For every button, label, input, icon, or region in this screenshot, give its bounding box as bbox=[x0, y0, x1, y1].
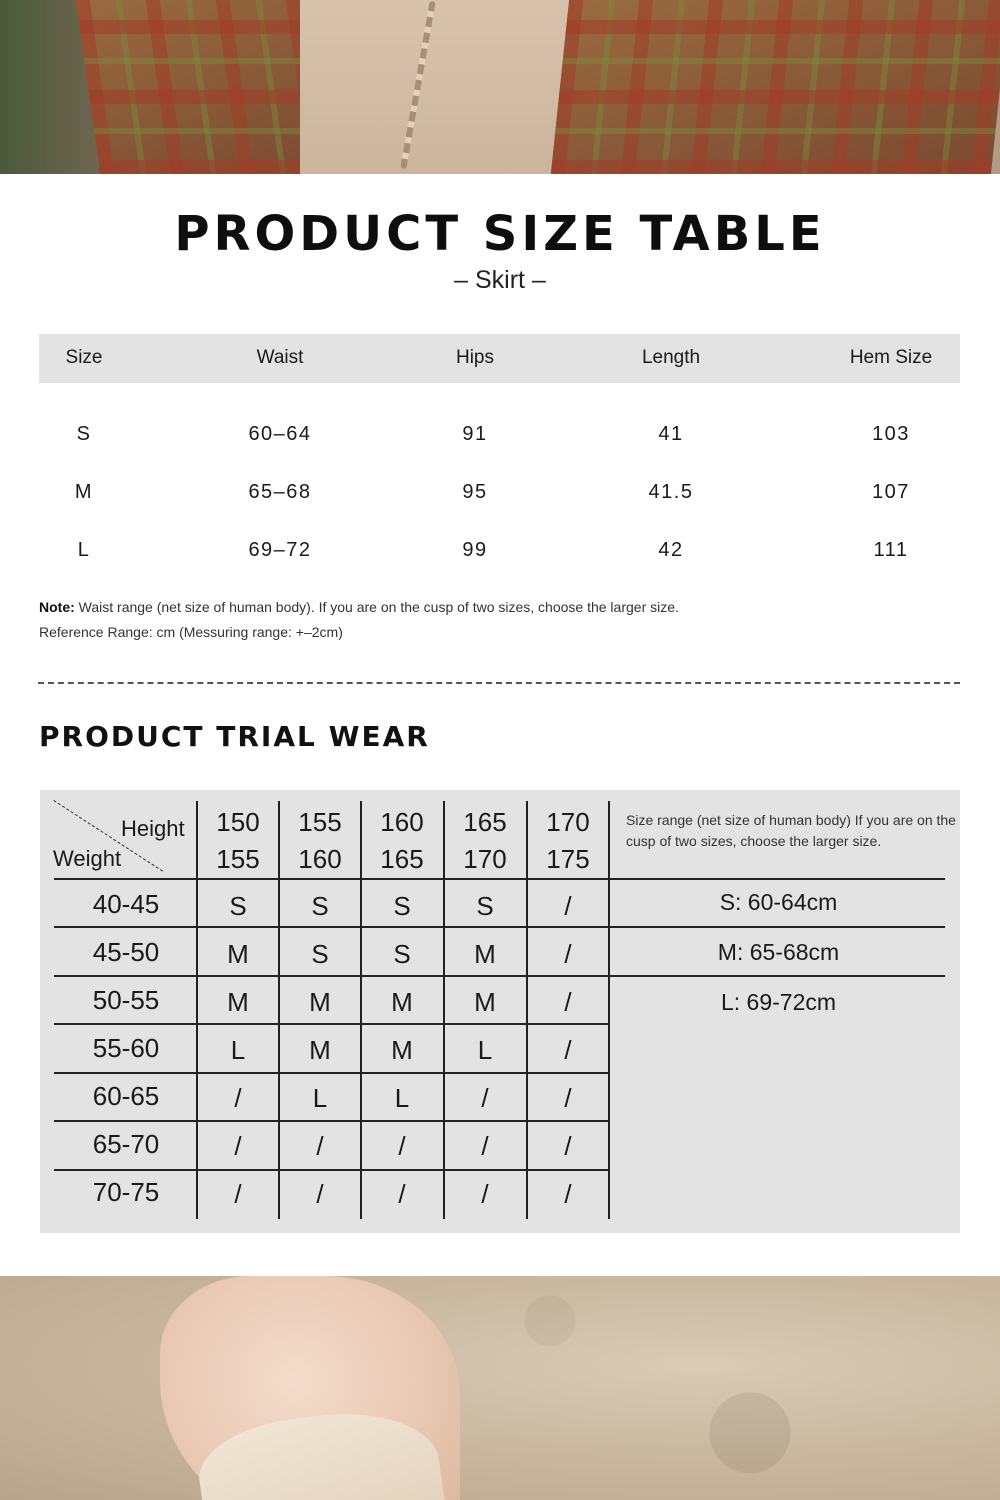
height-range-end: 155 bbox=[216, 844, 260, 874]
grid-line bbox=[54, 975, 945, 977]
height-range-end: 175 bbox=[546, 844, 590, 874]
waist-cell: 65–68 bbox=[248, 481, 312, 503]
height-column-header bbox=[198, 804, 278, 878]
size-recommendation: L bbox=[477, 1035, 493, 1065]
grid-line bbox=[54, 1023, 610, 1025]
weight-range-label: 65-70 bbox=[92, 1129, 160, 1159]
length-cell: 41 bbox=[658, 423, 684, 445]
wall-texture bbox=[0, 1276, 1000, 1500]
size-range-note: Size range (net size of human body) If you are on the cusp of two sizes, choose the larger size. bbox=[626, 812, 956, 849]
size-recommendation: S bbox=[393, 939, 411, 969]
waist-range-l: L: 69-72cm bbox=[720, 989, 837, 1015]
weight-range-label: 55-60 bbox=[92, 1033, 160, 1063]
size-recommendation: S bbox=[311, 891, 329, 921]
page-subtitle: – Skirt – bbox=[454, 266, 546, 294]
hem-size-cell: 107 bbox=[872, 481, 910, 503]
size-cell: M bbox=[74, 481, 94, 503]
height-range-start: 150 bbox=[216, 807, 260, 837]
size-recommendation: S bbox=[229, 891, 247, 921]
size-recommendation: / bbox=[564, 1035, 572, 1065]
hips-cell: 91 bbox=[462, 423, 488, 445]
size-recommendation: / bbox=[564, 987, 572, 1017]
size-recommendation: M bbox=[391, 1035, 413, 1065]
top-product-photo bbox=[0, 0, 1000, 174]
size-cell: S bbox=[76, 423, 92, 445]
note-text: Waist range (net size of human body). If you are on the cusp of two sizes, choose the larger size. bbox=[74, 599, 679, 615]
size-recommendation: / bbox=[564, 1131, 572, 1161]
size-recommendation: M bbox=[227, 987, 249, 1017]
length-cell: 41.5 bbox=[648, 481, 694, 503]
size-recommendation: L bbox=[230, 1035, 246, 1065]
size-recommendation: / bbox=[398, 1179, 406, 1209]
grid-line bbox=[54, 1120, 610, 1122]
bottom-product-photo bbox=[0, 1276, 1000, 1500]
size-recommendation: / bbox=[316, 1131, 324, 1161]
size-recommendation: / bbox=[234, 1179, 242, 1209]
height-axis-label: Height bbox=[121, 816, 185, 841]
height-column-header bbox=[362, 804, 442, 878]
height-range-start: 155 bbox=[298, 807, 342, 837]
hem-size-cell: 103 bbox=[872, 423, 910, 445]
height-range-end: 170 bbox=[463, 844, 507, 874]
waist-cell: 69–72 bbox=[248, 539, 312, 561]
size-recommendation: M bbox=[309, 987, 331, 1017]
size-table-header bbox=[39, 334, 960, 383]
weight-axis-label: Weight bbox=[53, 846, 122, 871]
weight-range-label: 50-55 bbox=[92, 985, 160, 1015]
size-cell: L bbox=[77, 539, 91, 561]
grid-line bbox=[54, 1072, 610, 1074]
size-recommendation: / bbox=[564, 939, 572, 969]
waist-cell: 60–64 bbox=[248, 423, 312, 445]
size-recommendation: M bbox=[227, 939, 249, 969]
header-size: Size bbox=[65, 347, 103, 368]
grid-line bbox=[54, 926, 945, 928]
height-range-end: 160 bbox=[298, 844, 342, 874]
hips-cell: 99 bbox=[462, 539, 488, 561]
weight-range-label: 70-75 bbox=[92, 1177, 160, 1207]
grid-line bbox=[54, 878, 945, 880]
size-recommendation: S bbox=[311, 939, 329, 969]
size-recommendation: L bbox=[312, 1083, 328, 1113]
size-note bbox=[39, 599, 679, 615]
size-recommendation: / bbox=[398, 1131, 406, 1161]
size-recommendation: M bbox=[309, 1035, 331, 1065]
waist-range-s: S: 60-64cm bbox=[719, 889, 838, 915]
size-recommendation: / bbox=[564, 1179, 572, 1209]
page-title: PRODUCT SIZE TABLE bbox=[174, 206, 826, 262]
size-recommendation: / bbox=[564, 1083, 572, 1113]
section-divider bbox=[38, 682, 960, 684]
height-column-header bbox=[445, 804, 525, 878]
height-range-end: 165 bbox=[380, 844, 424, 874]
height-range-start: 170 bbox=[546, 807, 590, 837]
size-recommendation: S bbox=[476, 891, 494, 921]
height-column-header bbox=[528, 804, 608, 878]
size-recommendation: M bbox=[474, 987, 496, 1017]
size-recommendation: / bbox=[564, 891, 572, 921]
waist-range-m: M: 65-68cm bbox=[717, 939, 840, 965]
height-range-start: 165 bbox=[463, 807, 507, 837]
trial-wear-title: PRODUCT TRIAL WEAR bbox=[39, 720, 430, 753]
size-recommendation: M bbox=[391, 987, 413, 1017]
size-recommendation: / bbox=[234, 1083, 242, 1113]
hips-cell: 95 bbox=[462, 481, 488, 503]
size-recommendation: / bbox=[316, 1179, 324, 1209]
height-range-start: 160 bbox=[380, 807, 424, 837]
size-recommendation: M bbox=[474, 939, 496, 969]
header-hips: Hips bbox=[455, 347, 494, 368]
note-label: Note: bbox=[39, 599, 75, 615]
header-length: Length bbox=[641, 347, 701, 368]
grid-line bbox=[608, 801, 610, 1219]
length-cell: 42 bbox=[658, 539, 684, 561]
size-recommendation: L bbox=[394, 1083, 410, 1113]
weight-range-label: 60-65 bbox=[92, 1081, 160, 1111]
weight-range-label: 45-50 bbox=[92, 937, 160, 967]
size-recommendation: / bbox=[481, 1131, 489, 1161]
size-recommendation: / bbox=[481, 1083, 489, 1113]
weight-range-label: 40-45 bbox=[92, 889, 160, 919]
reference-range-note: Reference Range: cm (Messuring range: +–2cm) bbox=[39, 624, 343, 640]
height-column-header bbox=[280, 804, 360, 878]
hem-size-cell: 111 bbox=[873, 539, 909, 561]
size-recommendation: / bbox=[234, 1131, 242, 1161]
size-recommendation: / bbox=[481, 1179, 489, 1209]
header-waist: Waist bbox=[256, 347, 304, 368]
grid-line bbox=[54, 1169, 610, 1171]
plaid-shawl-right bbox=[551, 0, 1000, 174]
size-recommendation: S bbox=[393, 891, 411, 921]
header-hem-size: Hem Size bbox=[849, 347, 933, 368]
